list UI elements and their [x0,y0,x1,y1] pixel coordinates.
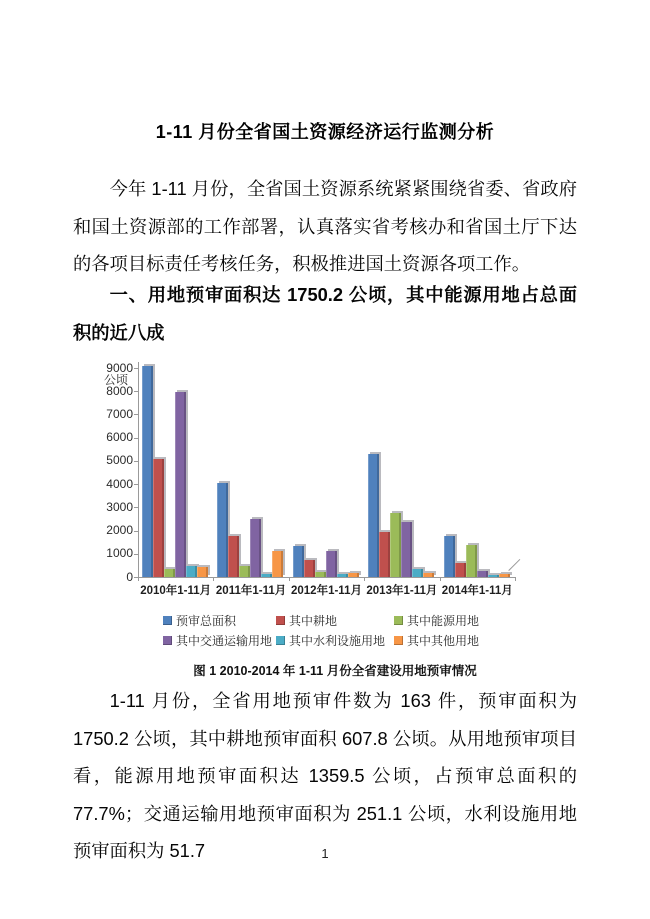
y-axis-label: 8000 [106,383,133,398]
section1-heading: 一、用地预审面积达 1750.2 公顷，其中能源用地占总面积的近八成 [73,284,577,343]
bar-group [444,536,515,577]
chart-bar [239,566,250,577]
chart-bar [348,573,359,577]
chart-bar [488,575,499,577]
chart-bar [217,483,228,577]
bar-group [368,454,439,577]
y-axis-tick [134,484,138,485]
legend-item [394,612,507,629]
x-axis-tick [364,577,365,581]
y-axis-label: 9000 [106,360,133,375]
y-axis-tick [134,531,138,532]
y-axis-label: 4000 [106,476,133,491]
legend-marker [163,636,172,645]
x-axis-tick [289,577,290,581]
chart-bar [250,519,261,577]
chart-bar [175,392,186,577]
y-axis-tick [134,507,138,508]
chart-bar [261,574,272,577]
chart-bar [337,574,348,577]
legend-marker [394,616,403,625]
chart-bar [466,545,477,577]
y-axis-label: 7000 [106,406,133,421]
chart-bar [444,536,455,577]
chart-bar [423,573,434,577]
bar-group [293,546,364,577]
figure-caption: 图 1 2010-2014 年 1-11 月份全省建设用地预审情况 [193,664,477,678]
chart-bar [326,551,337,577]
legend-label: 其中耕地 [289,614,338,628]
chart-bar [390,513,401,577]
y-axis-label: 0 [126,569,133,584]
chart-bar [153,459,164,577]
chart-bar [477,571,488,577]
legend-label: 其中能源用地 [407,614,480,628]
chart-bar [293,546,304,577]
x-axis-line [138,577,516,578]
y-axis-line [138,362,139,577]
intro-paragraph: 今年 1-11 月份，全省国土资源系统紧紧围绕省委、省政府和国土资源部的工作部署，认真落实省考核办和省国土厅下达的各项目标责任考核任务，积极推进国土资源各项工作。 [73,178,577,275]
figure-chart [100,356,570,688]
legend-marker [394,636,403,645]
chart-bar [272,551,283,577]
x-axis-tick [138,577,139,581]
y-axis-tick [134,414,138,415]
y-axis-tick [134,554,138,555]
chart-bar [304,560,315,577]
legend-item [276,632,394,649]
legend-item [163,612,276,629]
chart-legend [163,612,507,649]
y-axis-label: 5000 [106,453,133,468]
x-axis-label: 2013年1-11月 [366,585,438,597]
x-axis-label: 2014年1-11月 [441,585,513,597]
legend-item [394,632,507,649]
legend-item [276,612,394,629]
y-axis-tick [134,461,138,462]
chart-bar [455,563,466,577]
x-axis-tick [515,577,516,581]
x-axis-label: 2011年1-11月 [215,585,287,597]
y-axis-tick [134,368,138,369]
legend-label: 其中水利设施用地 [289,634,386,648]
y-axis-label: 1000 [106,546,133,561]
chart-bar [186,566,197,577]
x-axis-tick [213,577,214,581]
y-axis-label: 2000 [106,523,133,538]
chart-bar [315,572,326,577]
x-axis-label: 2012年1-11月 [291,585,362,597]
y-axis-tick [134,391,138,392]
legend-marker [163,616,172,625]
chart-bar [228,536,239,577]
chart-bar [499,574,510,577]
x-axis-label: 2010年1-11月 [140,585,212,597]
bar-group [142,366,213,577]
chart-bar [401,522,412,577]
chart-bar [164,569,175,577]
legend-label: 其中其他用地 [407,634,480,648]
legend-marker [276,616,285,625]
legend-marker [276,636,285,645]
x-axis-tick [440,577,441,581]
y-axis-label: 6000 [106,430,133,445]
legend-label: 预审总面积 [176,614,237,628]
y-axis-tick [134,438,138,439]
page-number: 1 [321,846,329,861]
chart-bar [412,569,423,577]
document-title: 1-11 月份全省国土资源经济运行监测分析 [155,122,495,142]
chart-bar [197,567,208,577]
y-axis-unit: 公顷 [104,373,129,387]
legend-label: 其中交通运输用地 [176,634,273,648]
legend-item [163,632,276,649]
chart-bar [142,366,153,577]
y-axis-label: 3000 [106,499,133,514]
chart-bar [379,532,390,577]
bar-group [217,483,288,577]
chart-bar [368,454,379,577]
section1-paragraph: 1-11 月份，全省用地预审件数为 163 件，预审面积为 1750.2 公顷，其中耕地预审面积 607.8 公顷。从用地预审项目看，能源用地预审面积达 1359.5 公顷，占预审总面积的 77.7%；交通运输用地预审面积为 251.1 公顷，水利设施用地预审面积为 51.7 [73,690,577,862]
